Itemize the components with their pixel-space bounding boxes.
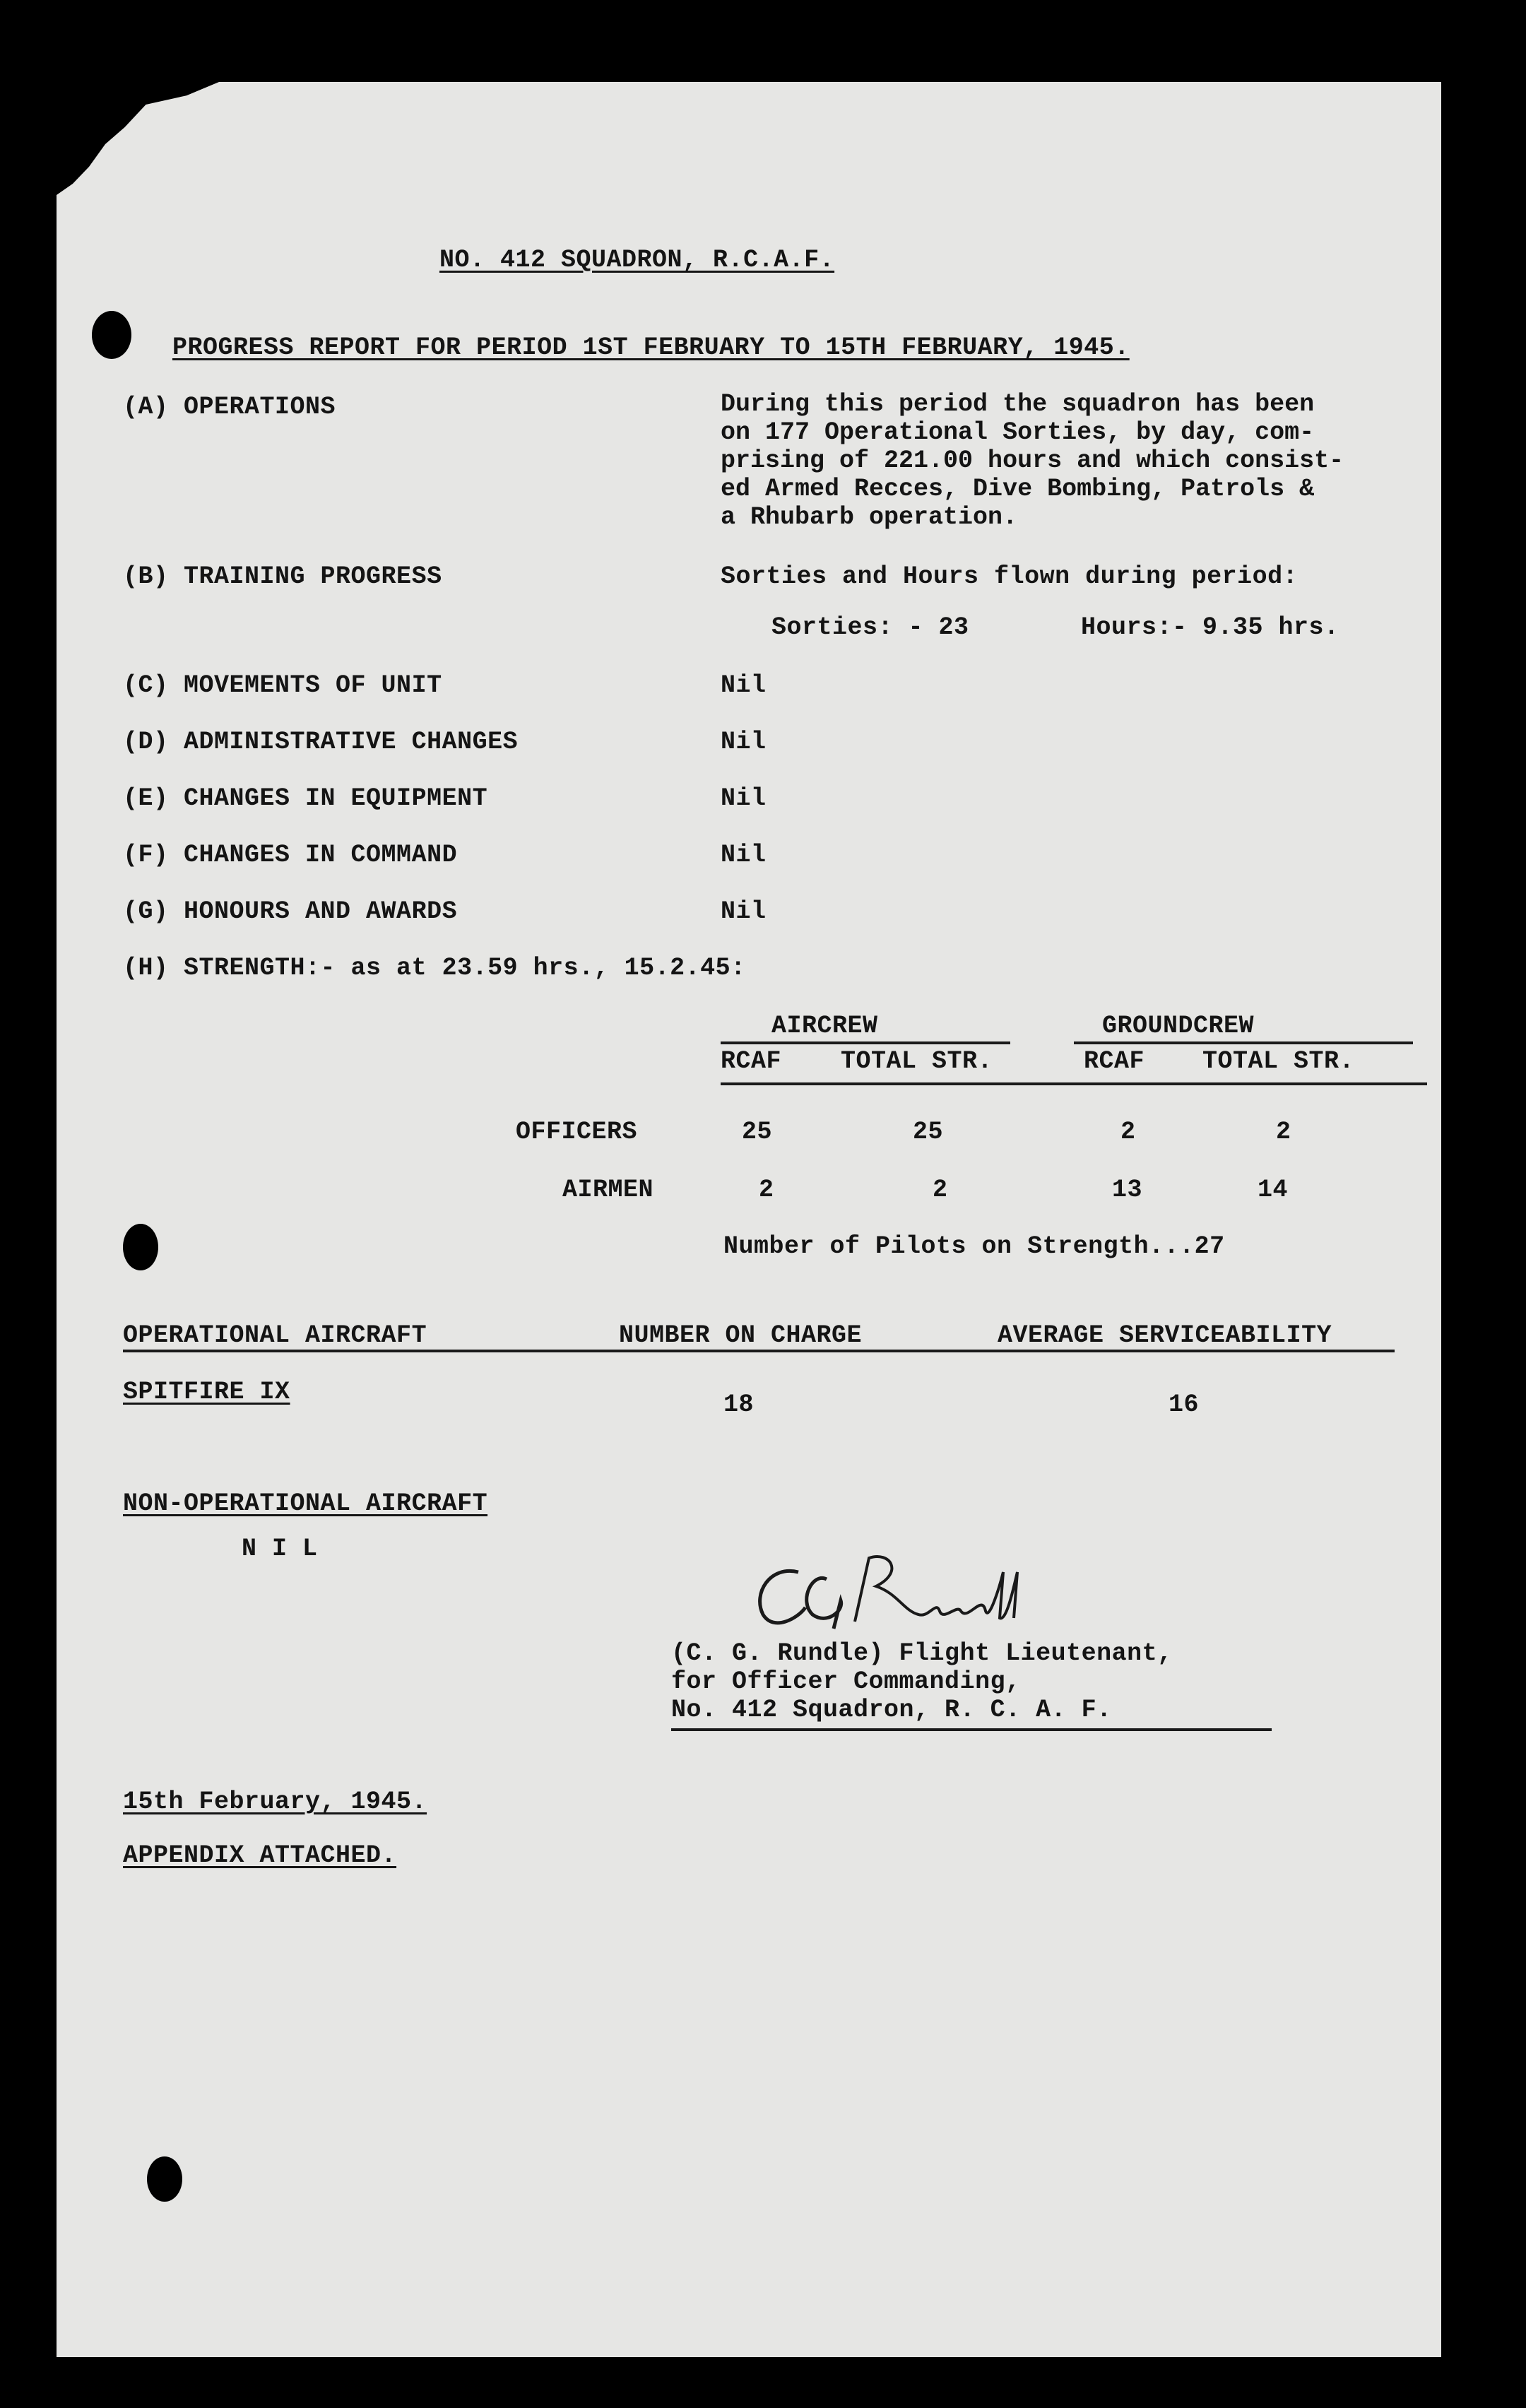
section-f-value: Nil	[721, 841, 767, 869]
signature-line-2: for Officer Commanding,	[671, 1668, 1021, 1696]
officers-rcaf-groundcrew: 2	[1120, 1118, 1136, 1146]
aircraft-serviceability: 16	[1169, 1391, 1200, 1419]
aircraft-header-number: NUMBER ON CHARGE	[619, 1321, 863, 1350]
section-d-label: (D) ADMINISTRATIVE CHANGES	[123, 728, 519, 756]
section-g-value: Nil	[721, 897, 767, 926]
officers-rcaf-aircrew: 25	[742, 1118, 773, 1146]
handwritten-signature	[749, 1544, 1046, 1650]
section-b-text: Sorties and Hours flown during period:	[721, 562, 1299, 591]
aircraft-header-serviceability: AVERAGE SERVICEABILITY	[998, 1321, 1332, 1350]
section-e-value: Nil	[721, 784, 767, 813]
signature-rule	[671, 1728, 1272, 1731]
signature-line-3: No. 412 Squadron, R. C. A. F.	[671, 1696, 1112, 1724]
report-title: NO. 412 SQUADRON, R.C.A.F.	[439, 246, 835, 274]
col-rcaf-aircrew: RCAF	[721, 1047, 782, 1075]
report-subtitle: PROGRESS REPORT FOR PERIOD 1ST FEBRUARY TO 15TH FEBRUARY, 1945.	[172, 334, 1130, 362]
section-g-label: (G) HONOURS AND AWARDS	[123, 897, 458, 926]
report-date: 15th February, 1945.	[123, 1788, 427, 1816]
header-rule	[721, 1082, 1427, 1085]
col-rcaf-groundcrew: RCAF	[1084, 1047, 1145, 1075]
section-f-label: (F) CHANGES IN COMMAND	[123, 841, 458, 869]
aircraft-number-on-charge: 18	[723, 1391, 755, 1419]
pilots-on-strength: Number of Pilots on Strength...27	[723, 1232, 1225, 1261]
section-d-value: Nil	[721, 728, 767, 756]
row-airmen-label: AIRMEN	[562, 1176, 654, 1204]
punch-hole-middle	[123, 1224, 158, 1270]
punch-hole-top	[92, 311, 131, 359]
airmen-rcaf-groundcrew: 13	[1112, 1176, 1143, 1204]
section-b-hours: Hours:- 9.35 hrs.	[1081, 613, 1339, 642]
section-b-label: (B) TRAINING PROGRESS	[123, 562, 442, 591]
punch-hole-bottom	[147, 2156, 182, 2202]
aircrew-rule	[721, 1041, 1010, 1044]
col-total-groundcrew: TOTAL STR.	[1202, 1047, 1355, 1075]
appendix-attached: APPENDIX ATTACHED.	[123, 1841, 397, 1870]
row-officers-label: OFFICERS	[516, 1118, 638, 1146]
aircraft-header-rule	[123, 1350, 1395, 1352]
non-operational-heading: NON-OPERATIONAL AIRCRAFT	[123, 1489, 488, 1518]
officers-total-groundcrew: 2	[1276, 1118, 1291, 1146]
section-a-label: (A) OPERATIONS	[123, 393, 336, 421]
section-b-sorties: Sorties: - 23	[771, 613, 969, 642]
airmen-total-groundcrew: 14	[1258, 1176, 1289, 1204]
group-groundcrew: GROUNDCREW	[1102, 1012, 1255, 1040]
section-c-label: (C) MOVEMENTS OF UNIT	[123, 671, 442, 700]
section-c-value: Nil	[721, 671, 767, 700]
section-a-text: During this period the squadron has been on 177 Operational Sorties, by day, com- prising of 221.00 hours and which consist- ed Armed Recces, Dive Bombing, Patrols & a Rhubarb operation.	[721, 390, 1344, 531]
section-h-label: (H) STRENGTH:- as at 23.59 hrs., 15.2.45:	[123, 954, 746, 982]
officers-total-aircrew: 25	[913, 1118, 944, 1146]
col-total-aircrew: TOTAL STR.	[841, 1047, 993, 1075]
airmen-rcaf-aircrew: 2	[759, 1176, 774, 1204]
signature-line-1: (C. G. Rundle) Flight Lieutenant,	[671, 1639, 1173, 1668]
aircraft-type: SPITFIRE IX	[123, 1378, 290, 1406]
aircraft-header-type: OPERATIONAL AIRCRAFT	[123, 1321, 427, 1350]
group-aircrew: AIRCREW	[771, 1012, 878, 1040]
section-e-label: (E) CHANGES IN EQUIPMENT	[123, 784, 488, 813]
non-operational-value: N I L	[242, 1535, 318, 1563]
airmen-total-aircrew: 2	[933, 1176, 948, 1204]
groundcrew-rule	[1074, 1041, 1413, 1044]
